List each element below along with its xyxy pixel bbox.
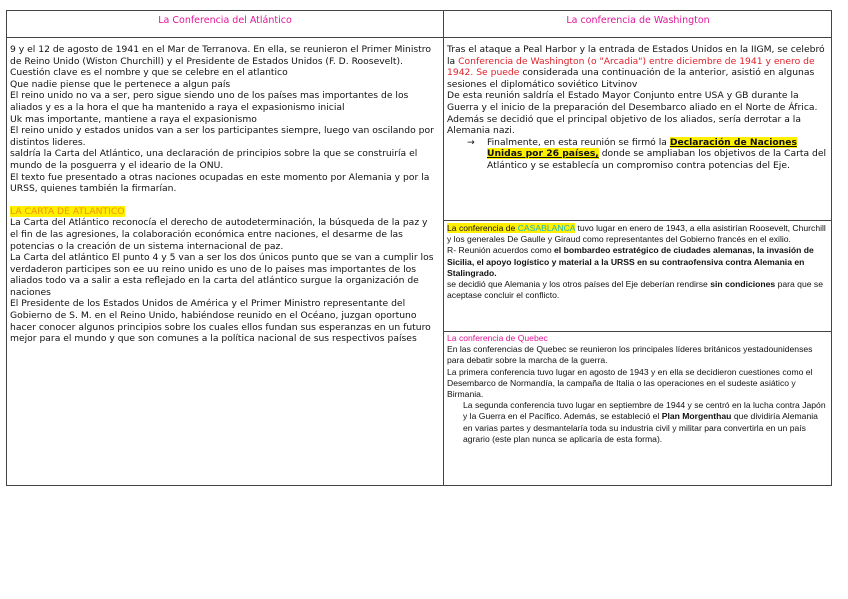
atlantic-cell [10, 44, 438, 345]
carta-paragraph: La Carta del atlántico El punto 4 y 5 van a ser los dos únicos punto que se van a cumplir los verdaderon participes son ee uu reino unido es uno de lo paises mas importantes de los aliados todo va a salir a esta reflejado en la carta del atlántico surgue la organización de naciones [10, 252, 434, 298]
atlantic-paragraph: El reino unido no va a ser, pero sigue siendo uno de los países mas importantes de los aliados y es a la hora el que ha mantenido a raya el expasionismo inicial [10, 90, 409, 113]
casablanca-paragraph: R- Reunión acuerdos como el bombardeo estratégico de ciudades alemanas, la invasión de Sicilia, el apoyo logístico y material a la URSS en su contraofensiva contra Alemania en Stalingrado. [447, 245, 814, 278]
conference-table [6, 10, 832, 486]
casablanca-paragraph: se decidió que Alemania y los otros países del Eje deberían rendirse sin condiciones para que se aceptase concluir el conflicto. [447, 279, 823, 301]
casablanca-quebec-divider [443, 331, 831, 332]
header-divider [7, 37, 831, 38]
carta-title: LA CARTA DE ATLANTICO [10, 205, 125, 217]
washington-casablanca-divider [443, 220, 831, 221]
header-atlantic: La Conferencia del Atlántico [158, 15, 292, 26]
arrow-icon: → [467, 136, 475, 148]
washington-bullet: → Finalmente, en esta reunión se firmó la Declaración de Naciones Unidas por 26 países, donde se ampliaban los objetivos de la Carta del Atlántico y se establecía un compromiso contra potencias del Eje. [467, 136, 827, 171]
atlantic-paragraph: saldría la Carta del Atlántico, una declaración de principios sobre la que se construiría el mundo de la posguerra y el ideario de la ONU. [10, 148, 418, 171]
washington-cell [447, 44, 829, 172]
atlantic-paragraph: Que nadie piense que le pertenece a algun país [10, 78, 231, 90]
column-divider [443, 11, 444, 485]
header-washington: La conferencia de Washington [566, 15, 710, 26]
atlantic-paragraph: Uk mas importante, mantiene a raya el expasionismo [10, 113, 257, 125]
quebec-cell [447, 333, 829, 445]
washington-paragraph: De esta reunión saldría el Estado Mayor Conjunto entre USA y GB durante la Guerra y el inicio de la preparación del Desembarco aliado en el Norte de África. Además se decidió que el principal objetivo de los aliados, sería derrotar a la Alemania nazi. [447, 90, 818, 137]
atlantic-paragraph: El texto fue presentado a otras naciones ocupadas en este momento por Alemania y por la URSS, quienes también la firmarían. [10, 171, 430, 195]
casablanca-cell [447, 223, 829, 301]
quebec-title: La conferencia de Quebec [447, 333, 548, 343]
atlantic-paragraph: 9 y el 12 de agosto de 1941 en el Mar de Terranova. En ella, se reunieron el Primer Ministro de Reino Unido (Wiston Churchill) y el Presidente de Estados Unidos (F. D. Roosevelt). [10, 44, 431, 67]
casablanca-paragraph: La conferencia de CASABLANCA tuvo lugar en enero de 1943, a ella asistirían Roosevelt, Churchill y los generales De Gaulle y Giraud como representantes del Gobierno francés en el exilio. [447, 223, 826, 245]
carta-paragraph: La Carta del Atlántico reconocía el derecho de autodeterminación, la búsqueda de la paz y el fin de las agresiones, la colaboración económica entre naciones, el desarme de las potencias o la creación de un sistema internacional de paz. [10, 217, 428, 252]
atlantic-paragraph: El reino unido y estados unidos van a ser los participantes siempre, luego van oscilando por distintos lideres. [10, 125, 434, 148]
casablanca-heading: La conferencia de CASABLANCA [447, 223, 576, 233]
quebec-paragraph: La segunda conferencia tuvo lugar en septiembre de 1944 y se centró en la lucha contra Japón y la Guerra en el Pacífico. Además, se estableció el Plan Morgenthau que dividiría Alemania en varias partes y desmantelaría toda su industria civil y militar para convertirla en un país agrario (este plan nunca se aplicaría de esta forma). [463, 400, 826, 444]
carta-paragraph: El Presidente de los Estados Unidos de América y el Primer Ministro representante del Gobierno de S. M. en el Reino Unido, habiéndose reunido en el Océano, juzgan oportuno hacer conocer algunos principios sobre los cuales ellos fundan sus esperanzas en un futuro mejor para el mundo y que son comunes a la política nacional de sus respectivos países [10, 298, 431, 345]
quebec-paragraph: En las conferencias de Quebec se reunieron los principales líderes británicos yestadounidenses para debatir sobre la marcha de la guerra. [447, 344, 813, 366]
declaracion-highlight: Declaración de Naciones Unidas por 26 países, [487, 136, 797, 160]
quebec-paragraph: La primera conferencia tuvo lugar en agosto de 1943 y en ella se decidieron cuestiones como el Desembarco de Normandía, la campaña de Italia o las operaciones en el sudeste asiático y Birmania. [447, 366, 813, 400]
washington-highlight-text: Conferencia de Washington (o "Arcadia") entre diciembre de 1941 y enero de 1942. Se puede [447, 55, 815, 79]
washington-paragraph: Tras el ataque a Peal Harbor y la entrada de Estados Unidos en la IIGM, se celebró la Conferencia de Washington (o "Arcadia") entre diciembre de 1941 y enero de 1942. Se puede considerada una continuación de la anterior, asistió en algunas sesiones el diplomático soviético Litvinov [447, 44, 825, 90]
atlantic-paragraph: Cuestión clave es el nombre y que se celebre en el atlantico [10, 67, 288, 79]
